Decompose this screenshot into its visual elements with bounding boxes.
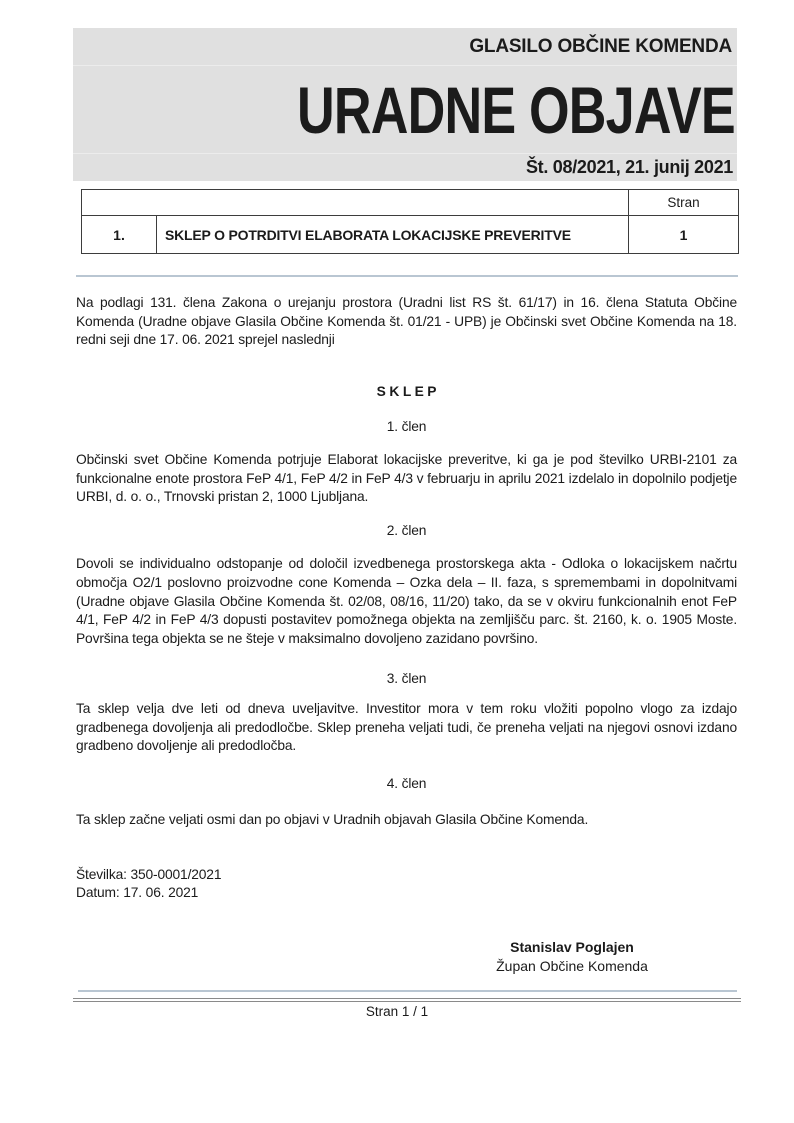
sklep-heading: S K L E P bbox=[376, 383, 437, 399]
toc-row bbox=[82, 216, 739, 254]
article-3-text: Ta sklep velja dve leti od dneva uveljavitve. Investitor mora v tem roku vložiti popolno vlogo za izdajo gradbenega dovoljenja ali predodločbe. Sklep preneha veljati tudi, če preneha veljati na njegovi osnovi izdano gradbeno dovoljenje ali predodločba. bbox=[76, 700, 737, 754]
page-number: Stran 1 / 1 bbox=[365, 1004, 429, 1020]
section-divider bbox=[76, 275, 738, 277]
toc-header-row bbox=[82, 190, 739, 216]
article-4-heading: 4. člen bbox=[386, 775, 427, 791]
masthead bbox=[73, 28, 737, 181]
footer-dark-rule bbox=[73, 998, 741, 1002]
article-4-text: Ta sklep začne veljati osmi dan po objavi v Uradnih objavah Glasila Občine Komenda. bbox=[76, 812, 589, 828]
article-1-text: Občinski svet Občine Komenda potrjuje Elaborat lokacijske preveritve, ki ga je pod številko URBI-2101 za funkcionalne enote prostora FeP 4/1, FeP 4/2 in FeP 4/3 v februarju in aprilu 2021 izdelalo in dopolnilo podjetje URBI, d. o. o., Trnovski pristan 2, 1000 Ljubljana. bbox=[76, 451, 737, 505]
toc-entry-page: 1 bbox=[629, 216, 739, 254]
article-1-heading: 1. člen bbox=[386, 419, 427, 435]
footer-light-rule bbox=[78, 990, 737, 992]
masthead-title-band bbox=[73, 66, 737, 154]
signature-role: Župan Občine Komenda bbox=[496, 958, 648, 975]
gazette-title: GLASILO OBČINE KOMENDA bbox=[469, 35, 732, 57]
toc-entry-title: SKLEP O POTRDITVI ELABORATA LOKACIJSKE PREVERITVE bbox=[157, 216, 629, 254]
toc-stran-header: Stran bbox=[629, 190, 739, 216]
article-2-text: Dovoli se individualno odstopanje od določil izvedbenega prostorskega akta - Odloka o lokacijskem načrtu območja O2/1 poslovno proizvodne cone Komenda – Ozka dela – II. faza, s spremembami in dopolnitvami (Uradne objave Glasila Občine Komenda št. 02/08, 08/16, 11/20) tako, da se v okviru funkcionalnih enot FeP 4/1, FeP 4/2 in FeP 4/3 dopusti postavitev pomožnega objekta na zemljišču parc. št. 2160, k. o. 1905 Moste. Površina tega objekta se ne šteje v maksimalno dovoljeno zazidano površino. bbox=[76, 556, 737, 646]
article-2-heading: 2. člen bbox=[386, 522, 427, 538]
toc-header-empty-cell bbox=[82, 190, 629, 216]
article-3-heading: 3. člen bbox=[386, 671, 427, 687]
page-title: URADNE OBJAVE bbox=[296, 72, 735, 147]
toc-table bbox=[81, 189, 739, 254]
date-line: Datum: 17. 06. 2021 bbox=[76, 885, 199, 901]
issue-date: Št. 08/2021, 21. junij 2021 bbox=[525, 157, 733, 177]
masthead-gazette-band bbox=[73, 28, 737, 66]
signature-block bbox=[432, 938, 712, 976]
toc-entry-number: 1. bbox=[82, 216, 157, 254]
masthead-issue-band bbox=[73, 154, 737, 181]
document-body bbox=[76, 294, 737, 903]
intro-paragraph: Na podlagi 131. člena Zakona o urejanju prostora (Uradni list RS št. 61/17) in 16. člena Statuta Občine Komenda (Uradne objave Glasila Občine Komenda št. 01/21 - UPB) je Občinski svet Občine Komenda na 18. redni seji dne 17. 06. 2021 sprejel naslednji bbox=[76, 295, 737, 348]
signature-name: Stanislav Poglajen bbox=[510, 939, 634, 956]
number-line: Številka: 350-0001/2021 bbox=[76, 866, 222, 882]
